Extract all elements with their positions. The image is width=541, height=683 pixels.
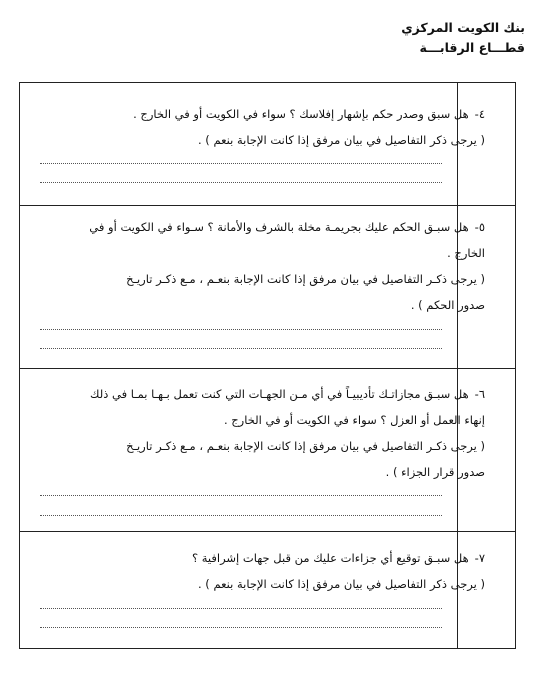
document-header xyxy=(401,18,525,58)
question-4 xyxy=(133,101,485,153)
row-divider xyxy=(20,368,515,369)
question-note: ( يرجى ذكر التفاصيل في بيان مرفق إذا كانت الإجابة بنعم ) . xyxy=(198,577,485,591)
question-text-cont: الخارج . xyxy=(447,246,485,260)
question-number: ٥- xyxy=(474,220,485,234)
question-text: هل سبـق الحكم عليك بجريمـة مخلة بالشرف والأمانة ؟ سـواء في الكويت أو في xyxy=(89,220,469,234)
answer-line[interactable] xyxy=(40,627,442,628)
answer-line[interactable] xyxy=(40,182,442,183)
question-text: هل سبق وصدر حكم بإشهار إفلاسك ؟ سواء في الكويت أو في الخارج . xyxy=(133,107,469,121)
question-text-cont: إنهاء العمل أو العزل ؟ سواء في الكويت أو في الخارج . xyxy=(223,413,485,427)
question-number: ٤- xyxy=(474,107,485,121)
bank-name: بنك الكويت المركزي xyxy=(401,20,525,35)
answer-line[interactable] xyxy=(40,163,442,164)
question-number: ٦- xyxy=(474,387,485,401)
answer-line[interactable] xyxy=(40,329,442,330)
answer-line[interactable] xyxy=(40,495,442,496)
answer-line[interactable] xyxy=(40,515,442,516)
question-6 xyxy=(90,381,485,485)
sector-name: قطـــاع الرقابـــة xyxy=(419,40,525,55)
row-divider xyxy=(20,531,515,532)
question-note: ( يرجى ذكـر التفاصيل في بيان مرفق إذا كانت الإجابة بنعـم ، مـع ذكـر تاريـخ xyxy=(126,439,485,453)
answer-line[interactable] xyxy=(40,348,442,349)
question-note-cont: صدور قرار الجزاء ) . xyxy=(385,465,485,479)
question-note-cont: صدور الحكم ) . xyxy=(410,298,485,312)
question-note: ( يرجى ذكر التفاصيل في بيان مرفق إذا كانت الإجابة بنعم ) . xyxy=(198,133,485,147)
question-number: ٧- xyxy=(474,551,485,565)
question-text: هل سبـق مجازاتـك تأديبيـاً في أي مـن الجهـات التي كنت تعمل بـهـا بمـا في ذلك xyxy=(90,387,469,401)
question-7 xyxy=(192,545,485,597)
answer-line[interactable] xyxy=(40,608,442,609)
question-5 xyxy=(89,214,485,318)
question-text: هل سبـق توقيع أي جزاءات عليك من قبل جهات إشرافية ؟ xyxy=(191,551,469,565)
row-divider xyxy=(20,205,515,206)
questions-table xyxy=(19,82,516,649)
question-note: ( يرجى ذكـر التفاصيل في بيان مرفق إذا كانت الإجابة بنعـم ، مـع ذكـر تاريـخ xyxy=(126,272,485,286)
